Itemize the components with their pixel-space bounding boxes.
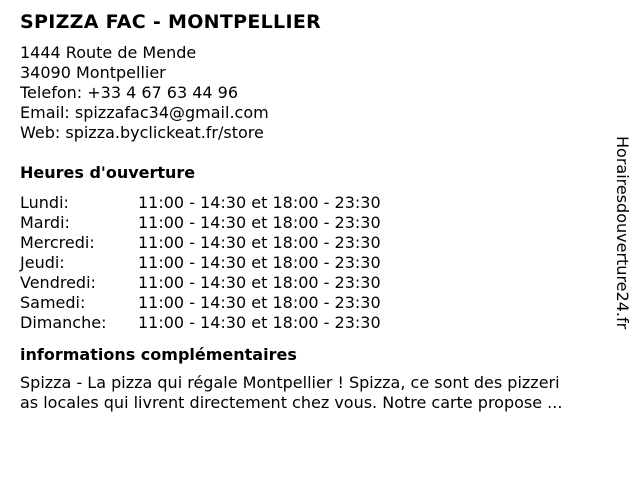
phone-number: Telefon: +33 4 67 63 44 96 <box>20 83 239 102</box>
additional-info-text <box>20 373 615 413</box>
day-times: 11:00 - 14:30 et 18:00 - 23:30 <box>138 253 381 272</box>
info-text-line-2: as locales qui livrent directement chez vous. Notre carte propose ... <box>20 393 563 412</box>
hours-row-vendredi <box>20 273 612 293</box>
day-times: 11:00 - 14:30 et 18:00 - 23:30 <box>138 233 381 252</box>
hours-row-mardi <box>20 213 612 233</box>
address-street: 1444 Route de Mende <box>20 43 197 62</box>
day-times: 11:00 - 14:30 et 18:00 - 23:30 <box>138 273 381 292</box>
contact-block <box>20 43 612 143</box>
day-times: 11:00 - 14:30 et 18:00 - 23:30 <box>138 293 381 312</box>
hours-row-samedi <box>20 293 612 313</box>
day-times: 11:00 - 14:30 et 18:00 - 23:30 <box>138 213 381 232</box>
day-label: Vendredi: <box>20 273 96 292</box>
website-url: Web: spizza.byclickeat.fr/store <box>20 123 264 142</box>
hours-row-jeudi <box>20 253 612 273</box>
day-label: Jeudi: <box>20 253 65 272</box>
hours-row-lundi <box>20 193 612 213</box>
day-label: Mardi: <box>20 213 70 232</box>
day-label: Dimanche: <box>20 313 107 332</box>
day-times: 11:00 - 14:30 et 18:00 - 23:30 <box>138 313 381 332</box>
email-address: Email: spizzafac34@gmail.com <box>20 103 269 122</box>
store-title: SPIZZA FAC - MONTPELLIER <box>20 11 322 33</box>
day-label: Samedi: <box>20 293 86 312</box>
day-label: Lundi: <box>20 193 69 212</box>
opening-hours-table <box>20 193 612 333</box>
hours-row-mercredi <box>20 233 612 253</box>
additional-info-heading: informations complémentaires <box>20 345 297 364</box>
day-label: Mercredi: <box>20 233 95 252</box>
address-city: 34090 Montpellier <box>20 63 166 82</box>
day-times: 11:00 - 14:30 et 18:00 - 23:30 <box>138 193 381 212</box>
hours-row-dimanche <box>20 313 612 333</box>
store-card <box>20 10 612 413</box>
info-text-line-1: Spizza - La pizza qui régale Montpellier ! Spizza, ce sont des pizzeri <box>20 373 560 392</box>
opening-hours-heading: Heures d'ouverture <box>20 163 196 182</box>
brand-watermark: Horairesdouverture24.fr <box>613 136 632 330</box>
